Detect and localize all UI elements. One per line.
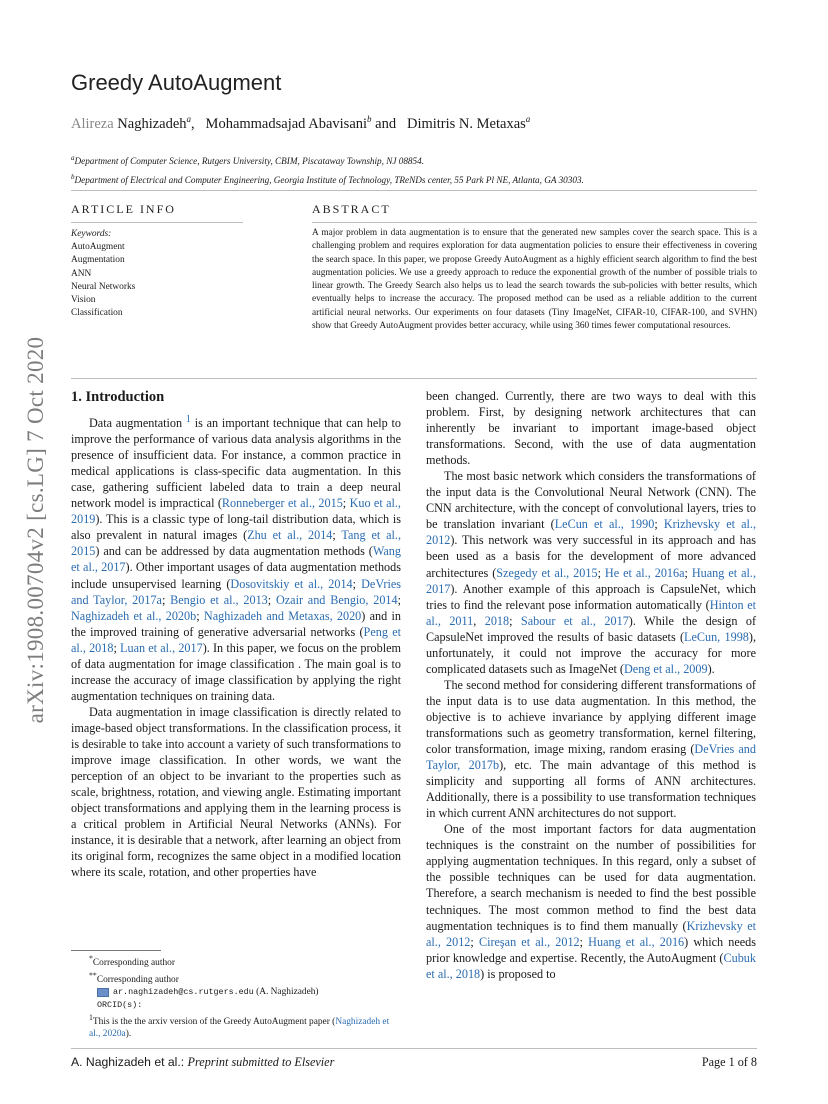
paragraph: Data augmentation in image classification is directly related to image-based object transformations. In the classification process, it is desirable to take into account a variety of such transformations to improve image classification. In other words, we want the perception of an object to be invariant to the properties such as scale, brightness, rotation, and viewing angle. Estimating important object transformations and applying them in the learning process is a critical problem in Artificial Neural Networks (ANNs). For instance, it is desirable that a network, after learning an object from its original form, recognizes the same object in a modified location where its scale, rotation, and other properties have xyxy=(71,704,401,880)
citation-link[interactable]: LeCun et al., 1990 xyxy=(554,517,655,532)
author-name: Mohammadsajad Abavisani xyxy=(205,115,368,132)
citation-link[interactable]: Peng et al., 2018 xyxy=(71,624,401,655)
author-and: and xyxy=(375,115,397,132)
keyword: ANN xyxy=(71,268,92,279)
article-info-heading: ARTICLE INFO xyxy=(71,202,176,216)
keywords-label: Keywords: xyxy=(71,229,112,239)
author-given-name: Alireza xyxy=(71,115,114,132)
citation-link[interactable]: LeCun, 1998 xyxy=(684,629,749,644)
citation-link[interactable]: Luan et al., 2017 xyxy=(120,640,203,655)
envelope-icon xyxy=(97,988,109,997)
keyword: Classification xyxy=(71,308,123,319)
arxiv-id-text: arXiv:1908.00704v2 [cs.LG] 7 Oct 2020 xyxy=(23,336,48,724)
footnote-email: ar.naghizadeh@cs.rutgers.edu (A. Naghizadeh) xyxy=(71,986,401,999)
article-info-rule xyxy=(71,222,243,223)
arxiv-sidebar-stamp xyxy=(8,300,64,760)
footer-rule xyxy=(71,1048,757,1049)
author-mark: a xyxy=(525,114,531,124)
citation-link[interactable]: 2018 xyxy=(484,613,510,628)
abstract-heading: ABSTRACT xyxy=(312,202,391,216)
citation-link[interactable]: Deng et al., 2009 xyxy=(623,661,708,676)
affiliations xyxy=(71,150,584,188)
keywords-block xyxy=(71,228,135,320)
citation-link[interactable]: Tang et al., 2015 xyxy=(71,528,402,559)
keyword: Neural Networks xyxy=(71,281,136,292)
paragraph: Data augmentation $^1$ is an important technique that can help to improve the performance of various data analysis algorithms in the presence of insufficient data. For instance, a common practice in medical applications is class-specific data augmentation. In this case, gathering sufficient labeled data to train a deep neural network model is impractical (Ronneberger et al., 2015; Kuo et al., 2019). This is a classic type of long-tail distribution data, which is also prevalent in natural images (Zhu et al., 2014; Tang et al., 2015) and can be addressed by data augmentation methods (Wang et al., 2017). Other important usages of data augmentation methods include unsupervised learning (Dosovitskiy et al., 2014; DeVries and Taylor, 2017a; Bengio et al., 2013; Ozair and Bengio, 2014; Naghizadeh et al., 2020b; Naghizadeh and Metaxas, 2020) and in the improved training of generative adversarial networks (Peng et al., 2018; Luan et al., 2017). In this paper, we focus on the problem of data augmentation for image classification . The main goal is to increase the accuracy of image classification by applying the right augmentation techniques on training data. xyxy=(71,414,402,703)
abstract-text: A major problem in data augmentation is to ensure that the generated new samples cover the search space. This is a challenging problem and requires exploration for data augmentation policies to ensure their effectiveness in covering the search space. In this paper, we propose Greedy AutoAugment as a highly efficient search algorithm to find the best augmentation policies. We use a greedy approach to reduce the exponential growth of the number of possible trials to linear growth. The Greedy Search also helps us to lead the search towards the sub-policies with better results, which eventually helps to increase the accuracy. The proposed method can be used as a reliable addition to the current artificial neural networks. Our experiments on four datasets (Tiny ImageNet, CIFAR-10, CIFAR-100, and SVHN) show that Greedy AutoAugment provides better accuracy, while using 360 times fewer computational resources. xyxy=(312,228,757,332)
citation-link[interactable]: Ronneberger et al., 2015 xyxy=(221,496,343,511)
body-column-right xyxy=(426,388,756,982)
paper-title: Greedy AutoAugment xyxy=(71,70,282,95)
citation-link[interactable]: Cireşan et al., 2012 xyxy=(478,934,580,949)
author-list: Alireza Naghizadeh$^a$, Mohammadsajad Abavisani$^b$ and Dimitris N. Metaxas$^a$ xyxy=(71,114,531,132)
paragraph: been changed. Currently, there are two ways to deal with this problem. First, by designing network architectures that can inherently be invariant to important image-based object transformations. Second, with the use of data augmentation methods. xyxy=(426,389,756,468)
footnote-ref-link[interactable]: 1 xyxy=(185,414,191,425)
paragraph: One of the most important factors for data augmentation techniques is the constraint on the number of possibilities for applying augmentation techniques. In this regard, only a subset of the possible techniques can be used for data augmentation. Therefore, a search mechanism is needed to find the best possible techniques. The most common method to find the best data augmentation techniques is to find them manually (Krizhevsky et al., 2012; Cireşan et al., 2012; Huang et al., 2016) which needs prior knowledge and expertise. Recently, the AutoAugment (Cubuk et al., 2018) is proposed to xyxy=(426,822,757,981)
affiliation-b: $^b$Department of Electrical and Computer Engineering, Georgia Institute of Technology, TReNDs center, 55 Park Pl NE, Atlanta, GA 30303. xyxy=(71,173,584,186)
footer-author: A. Naghizadeh et al.: xyxy=(71,1055,185,1069)
citation-link[interactable]: DeVries and Taylor, 2017b xyxy=(426,742,756,773)
affiliation-a: $^a$Department of Computer Science, Rutgers University, CBIM, Piscataway Township, NJ 08854. xyxy=(71,154,425,167)
body-column-left xyxy=(71,388,401,880)
footer-citation xyxy=(71,1055,334,1070)
citation-link[interactable]: Kuo et al., 2019 xyxy=(71,496,401,527)
citation-link[interactable]: Naghizadeh et al., 2020b xyxy=(71,608,197,623)
author-mark: b xyxy=(367,114,372,124)
citation-link[interactable]: He et al., 2016a xyxy=(604,565,685,580)
citation-link[interactable]: Naghizadeh and Metaxas, 2020 xyxy=(203,608,362,623)
paragraph: The most basic network which considers the transformations of the input data is the Convolutional Neural Network (CNN). The CNN architecture, with the concept of convolutional layers, tries to be translation invariant (LeCun et al., 1990; Krizhevsky et al., 2012). This network was very successful in its approach and has been used as a basis for the development of more advanced architectures (Szegedy et al., 2015; He et al., 2016a; Huang et al., 2017). Another example of this approach is CapsuleNet, which tries to find the relevant pose information automatically (Hinton et al., 2011, 2018; Sabour et al., 2017). While the design of CapsuleNet improved the results of basic datasets (LeCun, 1998), unfortunately, it could not improve the accuracy for more complicated datasets such as ImageNet (Deng et al., 2009). xyxy=(426,469,757,676)
citation-link[interactable]: Dosovitskiy et al., 2014 xyxy=(230,576,353,591)
author-mark: a xyxy=(186,114,192,124)
footnotes xyxy=(71,953,401,1041)
citation-link[interactable]: Bengio et al., 2013 xyxy=(170,592,268,607)
citation-link[interactable]: Szegedy et al., 2015 xyxy=(496,565,598,580)
citation-link[interactable]: Ozair and Bengio, 2014 xyxy=(275,592,398,607)
keyword: Augmentation xyxy=(71,255,125,266)
citation-link[interactable]: DeVries and Taylor, 2017a xyxy=(71,576,401,607)
footnote-1: $^1$This is the the arxiv version of the Greedy AutoAugment paper (Naghizadeh et al., 2020a). xyxy=(89,1012,390,1040)
footer-venue: Preprint submitted to Elsevier xyxy=(187,1055,335,1069)
page-number: Page 1 of 8 xyxy=(701,1055,757,1069)
header-divider xyxy=(71,190,757,191)
citation-link[interactable]: Krizhevsky et al., 2012 xyxy=(426,517,757,548)
author-family-name: Naghizadeh xyxy=(117,115,187,132)
footnote-corresponding: *Corresponding author xyxy=(89,954,175,969)
citation-link[interactable]: Naghizadeh et al., 2020a xyxy=(89,1016,390,1040)
abstract-rule xyxy=(312,222,757,223)
keyword: AutoAugment xyxy=(71,242,125,253)
citation-link[interactable]: Huang et al., 2016 xyxy=(588,934,685,949)
abstract-divider xyxy=(71,378,757,379)
citation-link[interactable]: Huang et al., 2017 xyxy=(426,565,756,596)
footnote-rule xyxy=(71,950,161,951)
citation-link[interactable]: Wang et al., 2017 xyxy=(71,544,401,575)
footnote-corresponding: **Corresponding author xyxy=(89,970,179,985)
citation-link[interactable]: Zhu et al., 2014 xyxy=(247,528,333,543)
author-name: Dimitris N. Metaxas xyxy=(406,115,526,132)
email-link[interactable]: ar.naghizadeh@cs.rutgers.edu xyxy=(113,987,254,998)
footnote-orcid: ORCID(s): xyxy=(97,1000,143,1011)
citation-link[interactable]: Hinton et al., 2011 xyxy=(426,597,757,628)
citation-link[interactable]: Cubuk et al., 2018 xyxy=(426,950,756,981)
citation-link[interactable]: Krizhevsky et al., 2012 xyxy=(426,918,756,949)
section-heading-introduction: 1. Introduction xyxy=(71,389,165,405)
keyword: Vision xyxy=(71,295,96,306)
paragraph: The second method for considering different transformations of the input data is to use data augmentation. In this method, the objective is to achieve invariance by applying different image transformations such as geometry transformation, kernel filtering, color transformation, image mixing, random erasing (DeVries and Taylor, 2017b), etc. The main advantage of this method is simplicity and supporting all forms of ANN architectures. Additionally, there is a possibility to use transformation techniques in which current ANN architectures do not support. xyxy=(426,677,756,821)
citation-link[interactable]: Sabour et al., 2017 xyxy=(520,613,629,628)
